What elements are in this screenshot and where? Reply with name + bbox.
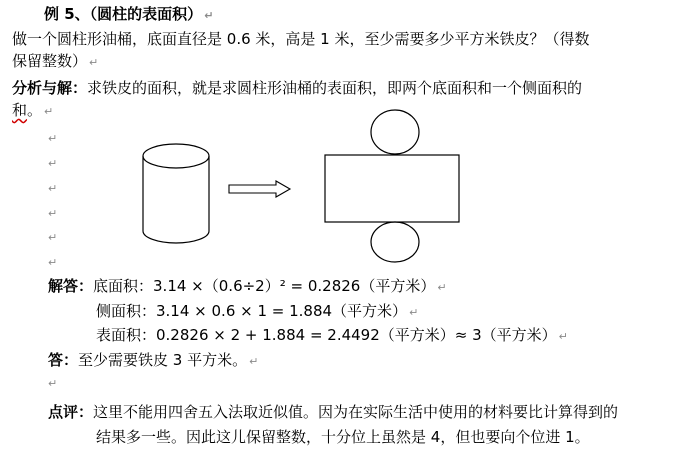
paragraph-mark-icon: ↵ — [558, 330, 568, 343]
analysis-label: 分析与解： — [12, 79, 88, 97]
answer-label: 答： — [48, 351, 79, 369]
cylinder-shape — [143, 144, 209, 243]
answer-line — [48, 350, 258, 372]
example-topic: （圆柱的表面积） — [89, 5, 203, 23]
comment-label: 点评： — [48, 403, 94, 421]
arrow-right-icon — [229, 181, 290, 197]
net-side-rectangle — [325, 155, 459, 222]
paragraph-mark-icon: ↵ — [48, 132, 58, 145]
solution-surface-area: 表面积：0.2826 × 2 + 1.884 = 2.4492（平方米）≈ 3（平方米） — [96, 326, 557, 344]
paragraph-mark-icon: ↵ — [204, 9, 214, 22]
comment-line-1 — [48, 402, 618, 422]
paragraph-mark-icon: ↵ — [249, 355, 259, 368]
solution-side-area: 侧面积：3.14 × 0.6 × 1 = 1.884（平方米） — [96, 302, 408, 320]
paragraph-mark-icon: ↵ — [48, 231, 58, 244]
cylinder-top-ellipse — [143, 144, 209, 168]
paragraph-mark-icon: ↵ — [437, 281, 447, 294]
net-top-circle — [371, 110, 419, 154]
paragraph-mark-icon: ↵ — [48, 157, 58, 170]
paragraph-mark-icon: ↵ — [89, 56, 99, 69]
comment-line-2: 结果多一些。因此这儿保留整数，十分位上虽然是 4，但也要向个位进 1。 — [96, 428, 590, 446]
example-number: 例 5、 — [44, 5, 90, 23]
analysis-text-2-first: 和 — [12, 101, 28, 119]
cylinder-net — [325, 110, 459, 262]
solution-line-base — [48, 276, 447, 298]
paragraph-mark-icon: ↵ — [48, 182, 58, 195]
paragraph-mark-icon: ↵ — [44, 105, 54, 118]
problem-line-1: 做一个圆柱形油桶，底面直径是 0.6 米，高是 1 米，至少需要多少平方米铁皮？（得数 — [12, 30, 590, 48]
analysis-text-1: 求铁皮的面积，就是求圆柱形油桶的表面积，即两个底面积和一个侧面积的 — [87, 79, 583, 97]
solution-line-surface — [96, 325, 568, 347]
problem-line-2-text: 保留整数） — [12, 52, 88, 70]
paragraph-mark-icon: ↵ — [48, 377, 58, 390]
paragraph-mark-icon: ↵ — [48, 207, 58, 220]
solution-base-area: 底面积：3.14 ×（0.6÷2）² = 0.2826（平方米） — [93, 277, 436, 295]
analysis-text-2-rest: 。 — [27, 101, 43, 119]
comment-text-1: 这里不能用四舍五入法取近似值。因为在实际生活中使用的材料要比计算得到的 — [93, 403, 619, 421]
paragraph-mark-icon: ↵ — [48, 256, 58, 269]
net-bottom-circle — [371, 222, 419, 262]
answer-text: 至少需要铁皮 3 平方米。 — [78, 351, 248, 369]
solution-line-side — [96, 301, 418, 323]
unfold-arrow — [229, 181, 290, 197]
cylinder-bottom-arc — [143, 231, 209, 243]
solution-label: 解答： — [48, 277, 94, 295]
paragraph-mark-icon: ↵ — [409, 306, 419, 319]
